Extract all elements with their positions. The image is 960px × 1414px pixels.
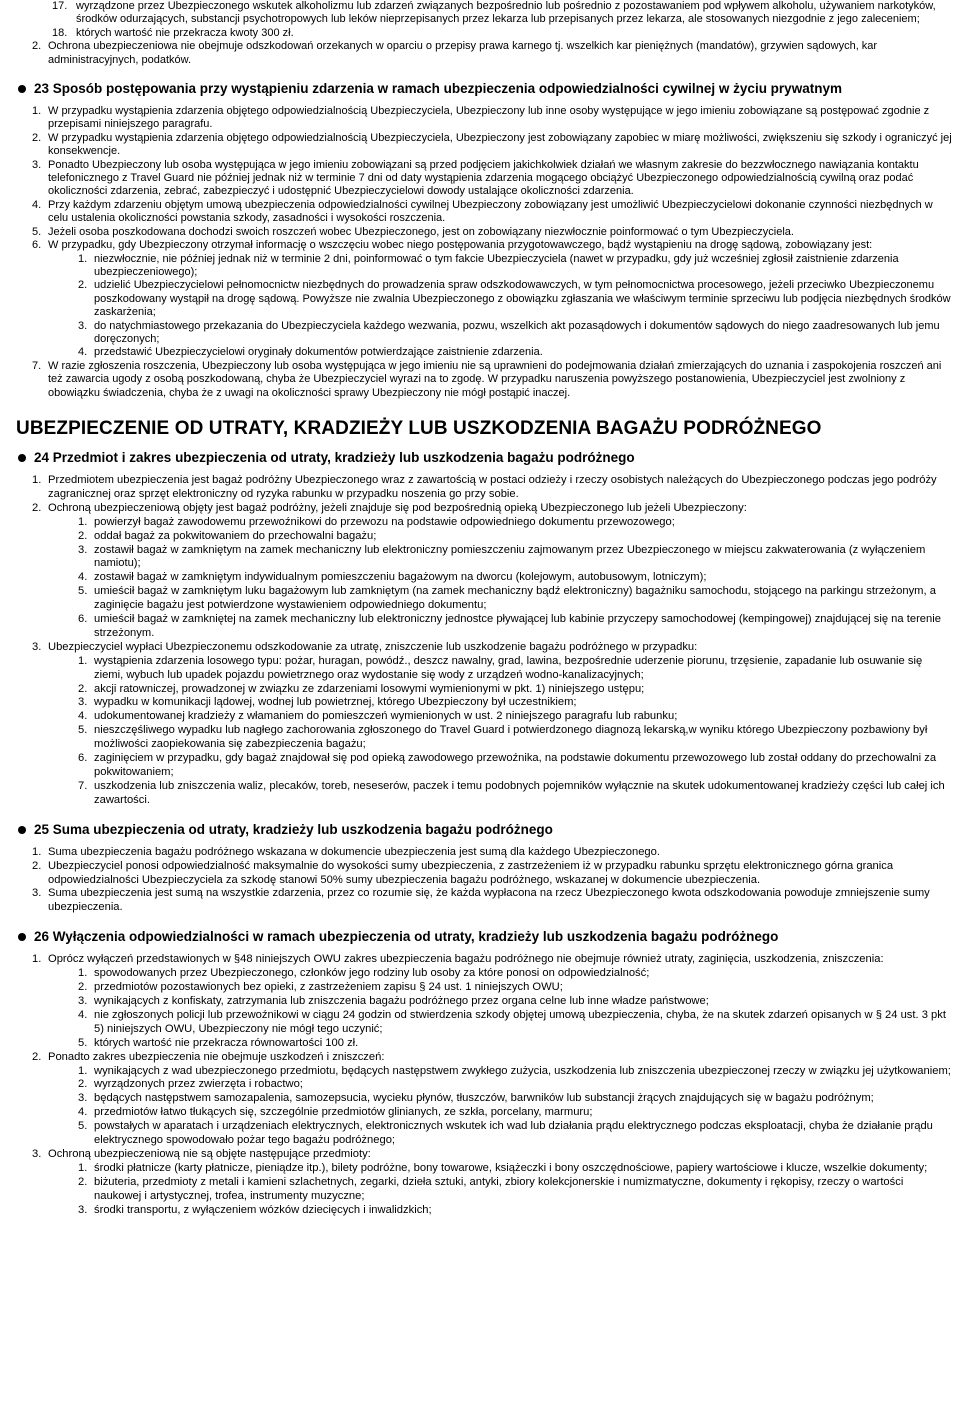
sub-list-item	[78, 1176, 952, 1204]
sub-item-text: wynikających z konfiskaty, zatrzymania lub zniszczenia bagażu podróżnego przez organa celne lub inne władze państwowe;	[94, 994, 709, 1007]
sub-item-number: 3.	[78, 1203, 88, 1216]
item-number: 1.	[32, 953, 42, 966]
sub-item-text: zaginięciem w przypadku, gdy bagaż znajdował się pod opieką zawodowego przewoźnika, na podstawie dokumentu przewozowego lub został oddany do przechowalni za pokwitowaniem;	[94, 752, 937, 778]
section-25-list	[10, 846, 952, 916]
item-text: których wartość nie przekracza kwoty 300 zł.	[76, 26, 294, 39]
list-item	[52, 0, 952, 27]
sub-item-text: spowodowanych przez Ubezpieczonego, członków jego rodziny lub osoby za które ponosi on odpowiedzialność;	[94, 967, 650, 980]
sub-list-item	[78, 981, 952, 995]
list-item	[32, 159, 952, 199]
sub-item-text: wypadku w komunikacji lądowej, wodnej lub powietrznej, którego Ubezpieczony był uczestnikiem;	[94, 696, 577, 709]
item-text: Oprócz wyłączeń przedstawionych w §48 niniejszych OWU zakres ubezpieczenia bagażu podróżnego nie obejmuje również utraty, zaginięcia, uszkodzenia, zniszczenia:	[48, 953, 884, 966]
sub-item-number: 1.	[78, 654, 88, 667]
sub-list	[48, 516, 952, 641]
item-body	[48, 132, 952, 159]
sub-list-item	[78, 530, 952, 544]
item-body	[48, 199, 952, 226]
item-number: 3.	[32, 887, 42, 900]
section-heading	[18, 80, 952, 97]
item-number: 6.	[32, 239, 42, 252]
item-body	[48, 239, 952, 360]
item-text: Przy każdym zdarzeniu objętym umową ubezpieczenia odpowiedzialności cywilnej Ubezpieczony zobowiązany jest umożliwić Ubezpieczycielowi dokonanie czynności niezbędnych w celu ustalenia okoliczności powstania szkody, zasadności i wysokości roszczenia.	[48, 198, 933, 225]
item-body	[48, 846, 952, 860]
sub-list	[48, 1162, 952, 1218]
sub-list-item	[78, 571, 952, 585]
sub-list-item	[78, 320, 952, 347]
sub-item-number: 2.	[78, 1078, 88, 1091]
sub-item-text: będących następstwem samozapalenia, samozepsucia, wycieku płynów, tłuszczów, barwników lub substancji żrących znajdujących się w bagażu podróżnym;	[94, 1092, 874, 1105]
sub-item-number: 3.	[78, 994, 88, 1007]
sub-item-number: 6.	[78, 613, 88, 626]
section-heading	[18, 821, 952, 838]
section-heading	[18, 928, 952, 945]
item-number: 2.	[32, 859, 42, 872]
item-number: 3.	[32, 640, 42, 653]
sub-item-text: wynikających z wad ubezpieczonego przedmiotu, będących następstwem zwykłego zużycia, uszkodzenia lub zniszczenia ubezpieczonej rzeczy w związku jej użytkowaniem;	[94, 1064, 951, 1077]
sub-item-text: uszkodzenia lub zniszczenia waliz, plecaków, toreb, neseserów, paczek i temu podobnych pojemników wyłącznie na skutek udokumentowanej kradzieży części lub całej ich zawartości.	[94, 779, 945, 806]
item-text: Ochroną ubezpieczeniową objęty jest bagaż podróżny, jeżeli znajduje się pod bezpośrednią opieką Ubezpieczonego lub jeżeli Ubezpieczony:	[48, 501, 747, 514]
item-text: Suma ubezpieczenia bagażu podróżnego wskazana w dokumencie ubezpieczenia jest sumą dla każdego Ubezpieczonego.	[48, 845, 660, 858]
item-number: 7.	[32, 359, 42, 372]
item-number: 1.	[32, 105, 42, 118]
sub-list-item	[78, 696, 952, 710]
item-number: 3.	[32, 158, 42, 171]
sub-item-text: przedmiotów pozostawionych bez opieki, z zastrzeżeniem zapisu § 24 ust. 1 niniejszych OWU;	[94, 981, 563, 994]
sub-item-text: umieścił bagaż w zamkniętym luku bagażowym lub zamkniętym (na zamek mechaniczny bądź elektroniczny) bagażniku samochodu, stojącego na parkingu strzeżonym, a zaginięcie bagażu jest potwierdzone wystawieniem odpowiedniego dokumentu;	[94, 585, 936, 612]
sub-item-text: przedmiotów łatwo tłukących się, szczególnie przedmiotów glinianych, ze szkła, porcelany, marmuru;	[94, 1106, 593, 1119]
item-text: Ubezpieczyciel ponosi odpowiedzialność maksymalnie do wysokości sumy ubezpieczenia, z zastrzeżeniem iż w przypadku rabunku sprzętu elektronicznego górna granica odpowiedzialności Ubezpieczyciela za szkodę stanowi 50% sumy ubezpieczenia bagażu podróżnego, wskazanej w dokumencie ubezpieczenia.	[48, 859, 894, 886]
sub-item-number: 4.	[78, 710, 88, 723]
sub-item-text: wystąpienia zdarzenia losowego typu: pożar, huragan, powódź., deszcz nawalny, grad, lawina, bezpośrednie uderzenie piorunu, trzęsienie, zapadanie lub osuwanie się ziemi, wybuch lub upadek pojazdu powietrznego oraz wydostanie się wody z urządzeń wodno-kanalizacyjnych;	[94, 654, 923, 681]
sub-item-number: 1.	[78, 967, 88, 980]
sub-list	[48, 967, 952, 1050]
sub-list-item	[78, 710, 952, 724]
item-text: Suma ubezpieczenia jest sumą na wszystkie zdarzenia, przez co rozumie się, że każda wypłacona na rzecz Ubezpieczonego kwota odszkodowania powoduje zmniejszenie sumy ubezpieczenia.	[48, 887, 930, 914]
sub-item-text: których wartość nie przekracza równowartości 100 zł.	[94, 1036, 359, 1049]
sub-list-item	[78, 683, 952, 697]
sub-item-text: powierzył bagaż zawodowemu przewoźnikowi do przewozu na podstawie odpowiedniego dokumentu przewozowego;	[94, 515, 675, 528]
list-item	[52, 27, 952, 40]
item-body	[48, 105, 952, 132]
section-title: 23 Sposób postępowania przy wystąpieniu zdarzenia w ramach ubezpieczenia odpowiedzialności cywilnej w życiu prywatnym	[34, 81, 842, 97]
sub-item-text: wyrządzonych przez zwierzęta i robactwo;	[94, 1078, 303, 1091]
list-item	[32, 239, 952, 360]
sub-list	[48, 1065, 952, 1148]
item-text: Jeżeli osoba poszkodowana dochodzi swoich roszczeń wobec Ubezpieczonego, jest on zobowiązany niezwłocznie poinformować o tym Ubezpieczyciela.	[48, 225, 794, 238]
sub-item-number: 3.	[78, 1092, 88, 1105]
item-body	[48, 1148, 952, 1218]
sub-list-item	[78, 724, 952, 752]
list-item	[32, 953, 952, 1050]
list-item	[32, 641, 952, 808]
list-item	[32, 360, 952, 400]
sub-list-item	[78, 752, 952, 780]
sub-item-text: nie zgłoszonych policji lub przewoźnikowi w ciągu 24 godzin od stwierdzenia szkody objętej umową ubezpieczenia, chyba, że na skutek zdarzeń opisanych w § 24 ust. 3 pkt 5) niniejszych OWU, Ubezpieczony nie mógł tego uczynić;	[94, 1008, 946, 1035]
list-item	[32, 502, 952, 641]
sub-item-number: 4.	[78, 1008, 88, 1021]
item-body	[48, 226, 952, 239]
item-text: Przedmiotem ubezpieczenia jest bagaż podróżny Ubezpieczonego wraz z zawartością w postaci odzieży i rzeczy osobistych należących do Ubezpieczonego podczas jego podróży zagranicznej oraz sprzęt elektroniczny od ryzyka rabunku w przypadku noszenia go przy sobie.	[48, 473, 937, 500]
sub-list-item	[78, 1106, 952, 1120]
item-text: W razie zgłoszenia roszczenia, Ubezpieczony lub osoba występująca w jego imieniu nie są uprawnieni do podejmowania działań zmierzających do uznania i zaspokojenia roszczeń ani też zawarcia ugody z osobą poszkodowaną, chyba że Ubezpieczyciel wyrazi na to zgodę. W przypadku naruszenia powyższego postanowienia, Ubezpieczyciel jest zwolniony z obowiązku świadczenia, chyba że z uwagi na okoliczności sprawy Ubezpieczony nie mógł postąpić inaczej.	[48, 359, 942, 399]
item-body	[48, 887, 952, 915]
sub-list-item	[78, 1204, 952, 1218]
sub-list-item	[78, 1078, 952, 1092]
sub-list-item	[78, 613, 952, 641]
sub-item-number: 2.	[78, 1175, 88, 1188]
sub-item-number: 2.	[78, 279, 88, 292]
item-text: W przypadku wystąpienia zdarzenia objętego odpowiedzialnością Ubezpieczyciela, Ubezpieczony lub inne osoby występujące w jego imieniu zobowiązane są postępować zgodnie z przepisami niniejszego paragrafu.	[48, 105, 930, 131]
sub-item-text: powstałych w aparatach i urządzeniach elektrycznych, elektronicznych wskutek ich wad lub działania prądu elektrycznego podczas eksploatacji, chyba że działanie prądu elektrycznego spowodowało pożar tego bagażu podróżnego;	[94, 1120, 933, 1147]
list-item	[32, 226, 952, 239]
sub-item-text: środki płatnicze (karty płatnicze, pieniądze itp.), bilety podróżne, bony towarowe, książeczki i bony oszczędnościowe, papiery wartościowe i klucze, wszelkie dokumenty;	[94, 1161, 928, 1174]
sub-list	[48, 253, 952, 360]
sub-item-number: 3.	[78, 319, 88, 332]
item-body	[48, 474, 952, 502]
sub-list-item	[78, 1120, 952, 1148]
sub-list-item	[78, 1162, 952, 1176]
list-item	[32, 199, 952, 226]
item-body	[48, 860, 952, 888]
section-title: 26 Wyłączenia odpowiedzialności w ramach ubezpieczenia od utraty, kradzieży lub uszkodzenia bagażu podróżnego	[34, 929, 779, 945]
item-number: 18.	[52, 26, 68, 39]
bullet-icon	[18, 933, 26, 941]
sub-list-item	[78, 1009, 952, 1037]
sub-item-text: zostawił bagaż w zamkniętym na zamek mechaniczny lub elektroniczny pomieszczeniu zajmowanym przez Ubezpieczonego w miejscu zakwaterowania (z wyłączeniem namiotu);	[94, 543, 926, 570]
list-item	[32, 105, 952, 132]
item-body	[48, 360, 952, 400]
list-item	[32, 860, 952, 888]
item-text: Ochrona ubezpieczeniowa nie obejmuje odszkodowań orzekanych w oparciu o przepisy prawa karnego tj. wszelkich kar pieniężnych (mandatów), grzywien sądowych, kar administracyjnych, podatków.	[48, 40, 878, 66]
sub-list-item	[78, 253, 952, 280]
sub-item-number: 4.	[78, 571, 88, 584]
section-24-list	[10, 474, 952, 808]
item-text: Ponadto zakres ubezpieczenia nie obejmuje uszkodzeń i zniszczeń:	[48, 1050, 385, 1063]
list-item	[32, 1148, 952, 1218]
sub-item-text: niezwłocznie, nie później jednak niż w terminie 2 dni, poinformować o tym fakcie Ubezpieczyciela (nawet w przypadku, gdy już wcześniej zgłosił zaistnienie zdarzenia ubezpieczeniowego);	[94, 252, 899, 278]
sub-item-number: 2.	[78, 682, 88, 695]
list-item	[32, 846, 952, 860]
item-number: 2.	[32, 131, 42, 144]
item-number: 4.	[32, 198, 42, 211]
sub-item-text: środki transportu, z wyłączeniem wózków dziecięcych i inwalidzkich;	[94, 1203, 432, 1216]
item-number: 1.	[32, 473, 42, 486]
sub-item-number: 1.	[78, 1161, 88, 1174]
sub-list-item	[78, 780, 952, 808]
item-text: Ochroną ubezpieczeniową nie są objęte następujące przedmioty:	[48, 1147, 371, 1160]
sub-item-number: 4.	[78, 1106, 88, 1119]
item-number: 1.	[32, 845, 42, 858]
list-item	[32, 1051, 952, 1148]
bullet-icon	[18, 85, 26, 93]
sub-item-text: oddał bagaż za pokwitowaniem do przechowalni bagażu;	[94, 529, 377, 542]
sub-item-text: biżuteria, przedmioty z metali i kamieni szlachetnych, zegarki, dzieła sztuki, antyki, zbiory kolekcjonerskie i numizmatyczne, dokumenty i rękopisy, rzeczy o wartości naukowej i artystycznej, trofea, instrumenty muzyczne;	[94, 1175, 904, 1202]
sub-item-text: udokumentowanej kradzieży z włamaniem do pomieszczeń wymienionych w ust. 2 niniejszego paragrafu lub rabunku;	[94, 710, 678, 723]
sub-item-text: zostawił bagaż w zamkniętym indywidualnym pomieszczeniu bagażowym na dworcu (kolejowym, autobusowym, lotniczym);	[94, 571, 707, 584]
sub-item-number: 6.	[78, 752, 88, 765]
bullet-icon	[18, 826, 26, 834]
sub-list-item	[78, 1092, 952, 1106]
sub-item-number: 7.	[78, 779, 88, 792]
sub-item-text: udzielić Ubezpieczycielowi pełnomocnictw niezbędnych do prowadzenia spraw odszkodowawczych, w tym pełnomocnictwa procesowego, jeżeli przeciwko Ubezpieczonemu poszkodowany wystąpił na drogę sądową. Powyższe nie zwalnia Ubezpieczonego z obowiązku zgłaszania we właściwym terminie sprzeciwu lub podjęcia niezbędnych środków zaskarżenia;	[94, 279, 951, 319]
item-body	[48, 1051, 952, 1148]
top-list	[10, 40, 952, 67]
section-heading	[18, 449, 952, 466]
sub-list-item	[78, 967, 952, 981]
sub-list-item	[78, 1065, 952, 1079]
sub-list-item	[78, 1037, 952, 1051]
sub-item-number: 5.	[78, 1120, 88, 1133]
item-number: 5.	[32, 225, 42, 238]
sub-item-number: 2.	[78, 529, 88, 542]
sub-list-item	[78, 516, 952, 530]
item-number: 2.	[32, 40, 42, 53]
item-number: 2.	[32, 1050, 42, 1063]
item-text: W przypadku wystąpienia zdarzenia objętego odpowiedzialnością Ubezpieczyciela, Ubezpieczony jest zobowiązany zapobiec w miarę możliwości, zwiększeniu się szkody i ograniczyć jej konsekwencje.	[48, 131, 952, 158]
sub-item-number: 2.	[78, 981, 88, 994]
section-23-list	[10, 105, 952, 400]
sub-item-text: akcji ratowniczej, prowadzonej w związku ze zdarzeniami losowymi wymienionymi w pkt. 1) niniejszego ustępu;	[94, 682, 645, 695]
sub-item-number: 5.	[78, 585, 88, 598]
sub-item-text: przedstawić Ubezpieczycielowi oryginały dokumentów potwierdzające zaistnienie zdarzenia.	[94, 346, 543, 359]
item-body	[48, 502, 952, 641]
item-number: 17.	[52, 0, 68, 12]
sub-item-number: 5.	[78, 1036, 88, 1049]
section-title: 25 Suma ubezpieczenia od utraty, kradzieży lub uszkodzenia bagażu podróżnego	[34, 821, 553, 837]
sub-list	[48, 655, 952, 808]
list-item	[32, 474, 952, 502]
sub-item-number: 3.	[78, 696, 88, 709]
item-body	[48, 953, 952, 1050]
item-text: Ubezpieczyciel wypłaci Ubezpieczonemu odszkodowanie za utratę, zniszczenie lub uszkodzenie bagażu podróżnego w przypadku:	[48, 640, 698, 653]
sub-list-item	[78, 585, 952, 613]
bullet-icon	[18, 454, 26, 462]
sub-item-text: nieszczęśliwego wypadku lub nagłego zachorowania zgłoszonego do Travel Guard i potwierdzonego diagnozą lekarską,w wyniku którego Ubezpieczony pozbawiony był możliwości zaopiekowania się zabezpieczenia bagażu;	[94, 724, 928, 751]
item-number: 3.	[32, 1147, 42, 1160]
sub-list-item	[78, 655, 952, 683]
section-title: 24 Przedmiot i zakres ubezpieczenia od utraty, kradzieży lub uszkodzenia bagażu podróżnego	[34, 449, 635, 465]
main-heading: UBEZPIECZENIE OD UTRATY, KRADZIEŻY LUB USZKODZENIA BAGAŻU PODRÓŻNEGO	[16, 417, 822, 439]
sub-item-number: 5.	[78, 724, 88, 737]
sub-list-item	[78, 279, 952, 319]
item-body	[48, 159, 952, 199]
list-item	[32, 40, 952, 67]
list-item	[32, 132, 952, 159]
sub-list-item	[78, 346, 952, 359]
item-number: 2.	[32, 501, 42, 514]
sub-list-item	[78, 544, 952, 572]
sub-item-number: 3.	[78, 543, 88, 556]
sub-list-item	[78, 995, 952, 1009]
sub-item-number: 1.	[78, 1064, 88, 1077]
item-text: wyrządzone przez Ubezpieczonego wskutek alkoholizmu lub zdarzeń związanych bezpośrednio lub pośrednio z pozostawaniem pod wpływem alkoholu, używaniem narkotyków, środków odurzających, substancji psychotropowych lub leków nieprzepisanych przez lekarza lub przepisanych przez lekarza, ale stosowanych niezgodnie z jego zaleceniem;	[76, 0, 936, 26]
sub-item-number: 1.	[78, 515, 88, 528]
item-text: Ponadto Ubezpieczony lub osoba występująca w jego imieniu zobowiązani są przed podjęciem jakichkolwiek działań we własnym zakresie do bezzwłocznego nawiązania kontaktu telefonicznego z Travel Guard nie później jednak niż w terminie 7 dni od daty wystąpienia zdarzenia mogącego obciążyć Ubezpieczonego odpowiedzialnością cywilną oraz podać okoliczności zdarzenia, zebrać, zabezpieczyć i udostępnić Ubezpieczycielowi dowody ustalające okoliczności zdarzenia.	[48, 158, 919, 198]
item-body	[48, 641, 952, 808]
sub-item-number: 1.	[78, 252, 88, 265]
item-text: W przypadku, gdy Ubezpieczony otrzymał informację o wszczęciu wobec niego postępowania przygotowawczego, bądź wystąpieniu na drogę sądową, zobowiązany jest:	[48, 239, 873, 252]
list-item	[32, 887, 952, 915]
section-26-list	[10, 953, 952, 1217]
sub-item-text: umieścił bagaż w zamkniętej na zamek mechaniczny lub elektroniczny jednostce pływającej lub kabinie przyczepy samochodowej (kempingowej) znajdującej się na terenie strzeżonym.	[94, 613, 941, 639]
sub-item-text: do natychmiastowego przekazania do Ubezpieczyciela każdego wezwania, pozwu, wszelkich akt pozasądowych i dokumentów sądowych do niego zaadresowanych lub jemu doręczonych;	[94, 319, 940, 345]
sub-item-number: 4.	[78, 346, 88, 359]
